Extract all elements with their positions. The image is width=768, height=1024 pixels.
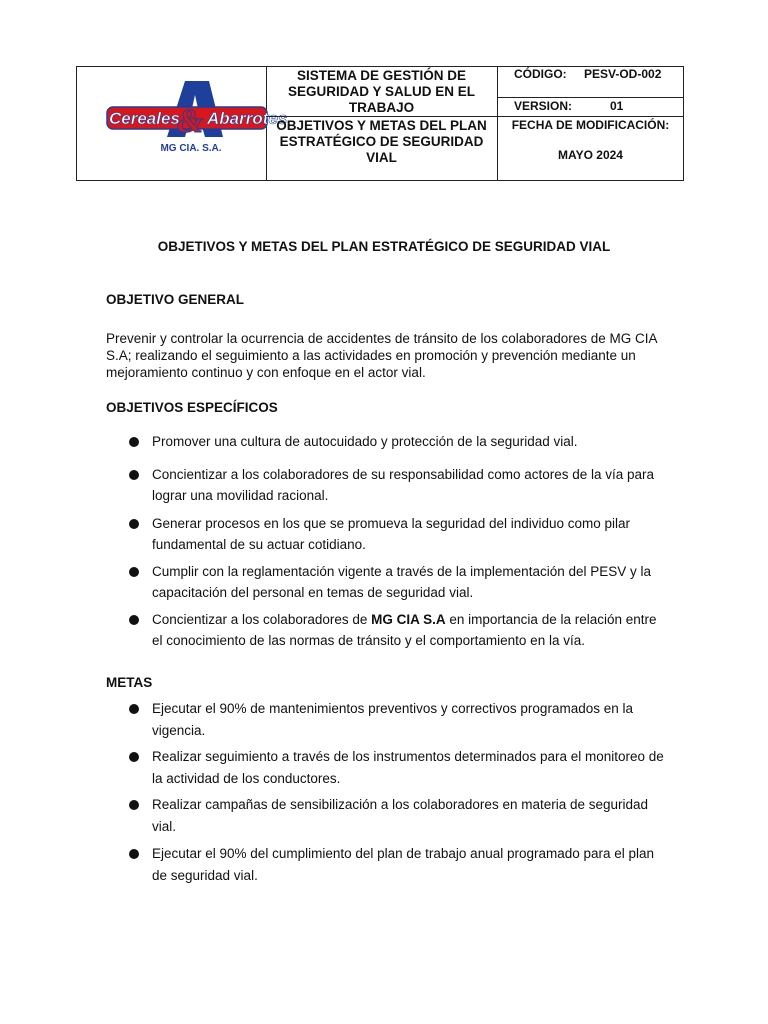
list-item: Concientizar a los colaboradores de MG CIA S.A en importancia de la relación entre el conocimiento de las normas de tránsito y el comportamiento en la vía. [106,609,666,652]
code-row [498,67,683,98]
bullet-icon [129,567,139,577]
bullet-icon [129,519,139,529]
logo-cell [77,67,288,180]
list-item: Realizar seguimiento a través de los instrumentos determinados para el monitoreo de la actividad de los conductores. [106,746,666,789]
bullet-icon [129,470,139,480]
bullet-icon [129,752,139,762]
list-item: Concientizar a los colaboradores de su responsabilidad como actores de la vía para lograr una movilidad racional. [106,464,666,507]
logo-brand-right: Abarrotes [207,109,288,128]
bullet-icon [129,849,139,859]
general-objective-heading: OBJETIVO GENERAL [106,292,245,307]
version-label: VERSION: [514,99,573,113]
page-title: OBJETIVOS Y METAS DEL PLAN ESTRATÉGICO DE SEGURIDAD VIAL [157,239,611,254]
header-doc-title: OBJETIVOS Y METAS DEL PLAN ESTRATÉGICO DE SEGURIDAD VIAL [276,118,487,165]
date-label: FECHA DE MODIFICACIÓN: [511,118,670,132]
bullet-icon [129,437,139,447]
specific-objectives-heading: OBJETIVOS ESPECÍFICOS [106,400,278,415]
date-value: MAYO 2024 [558,148,623,162]
company-logo [105,77,288,169]
version-row [498,98,683,117]
bullet-icon [129,800,139,810]
document-header-table [76,66,684,181]
list-item: Promover una cultura de autocuidado y protección de la seguridad vial. [106,431,666,453]
goals-heading: METAS [106,675,153,690]
general-objective-text: Prevenir y controlar la ocurrencia de accidentes de tránsito de los colaboradores de MG CIA S.A; realizando el seguimiento a las actividades en promoción y prevención mediante un mejoramiento continuo y con enfoque en el actor vial. [106,331,657,380]
list-item: Generar procesos en los que se promueva la seguridad del individuo como pilar fundamental de su actuar cotidiano. [106,513,666,556]
logo-ampersand: & [177,103,204,140]
code-label: CÓDIGO: [514,67,567,81]
specific-objectives-list [106,431,666,652]
logo-company-name: MG CIA. S.A. [160,143,222,154]
list-item: Ejecutar el 90% de mantenimientos preventivos y correctivos programados en la vigencia. [106,698,666,741]
bullet-icon [129,615,139,625]
version-value: 01 [610,99,624,113]
meta-cell [498,67,683,180]
bullet-icon [129,704,139,714]
list-item: Cumplir con la reglamentación vigente a través de la implementación del PESV y la capacitación del personal en temas de seguridad vial. [106,561,666,604]
title-cell [266,67,498,180]
goals-list [106,698,666,886]
list-item: Realizar campañas de sensibilización a los colaboradores en materia de seguridad vial. [106,794,666,837]
company-name-bold: MG CIA S.A [371,611,446,627]
system-title: SISTEMA DE GESTIÓN DE SEGURIDAD Y SALUD EN EL TRABAJO [266,67,497,117]
date-row [498,117,683,180]
list-item: Ejecutar el 90% del cumplimiento del plan de trabajo anual programado para el plan de seguridad vial. [106,843,666,886]
logo-brand-left: Cereales [109,109,180,128]
code-value: PESV-OD-002 [584,67,662,81]
